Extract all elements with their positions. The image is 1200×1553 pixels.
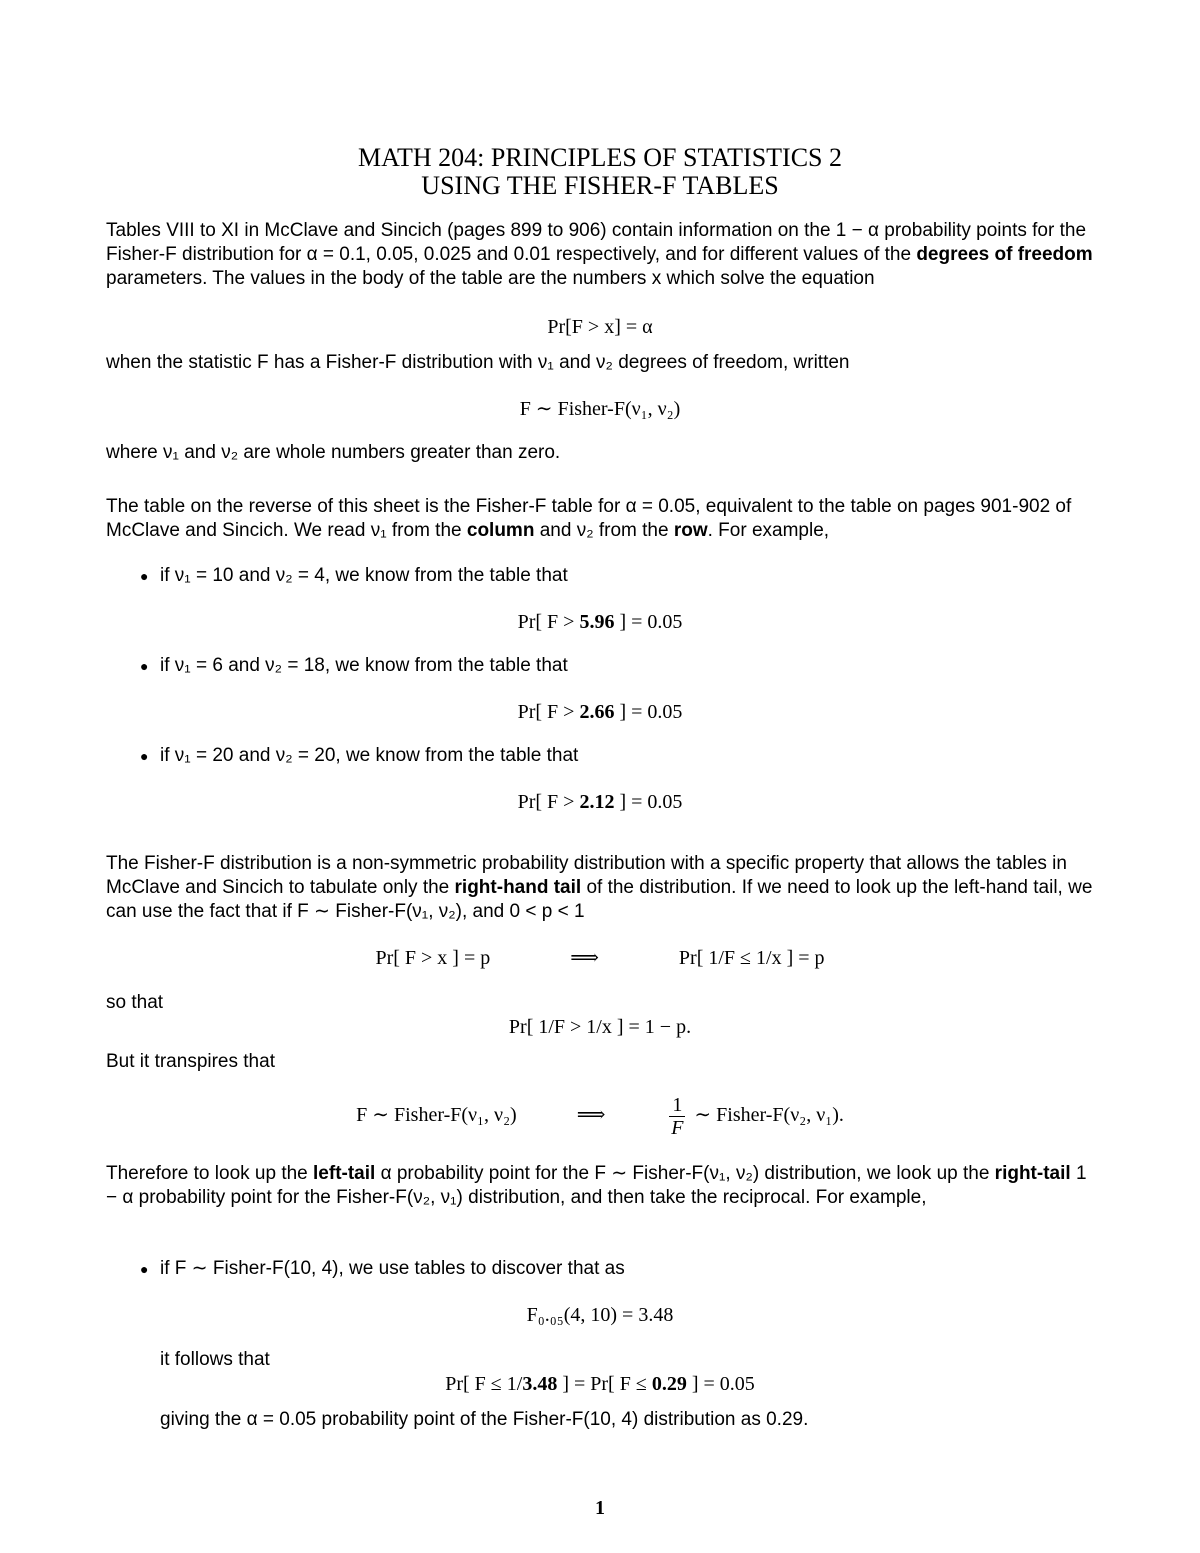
eq-part: Pr[ F > [517, 791, 580, 813]
page-number: 1 [595, 1497, 605, 1519]
example-4-conclusion: giving the α = 0.05 probability point of the Fisher-F(10, 4) distribution as 0.29. [160, 1409, 809, 1430]
intro-text-2: parameters. The values in the body of the table are the numbers x which solve the equation [106, 268, 875, 289]
example-4-equation-f: F₀.₀₅(4, 10) = 3.48 [526, 1304, 674, 1326]
example-4-text: if F ∼ Fisher-F(10, 4), we use tables to discover that as [160, 1258, 625, 1279]
example-4-follows: it follows that [160, 1349, 270, 1370]
para4-text-1: The table on the reverse of this sheet is the Fisher-F table for α = 0.05, equivalent to the table on pages 901-902 of McClave and Sincich. We read ν₁ from the [106, 496, 1072, 541]
para4-text-3: . For example, [707, 520, 830, 541]
eq5-left: F ∼ Fisher-F(ν₁, ν₂) [356, 1104, 517, 1127]
paragraph-left-tail [106, 1162, 1096, 1210]
para5-bold: right-hand tail [454, 877, 582, 898]
implies-arrow-icon: ⟹ [576, 1104, 606, 1127]
para7-bold-right-tail: right-tail [994, 1163, 1071, 1184]
bullet-icon: ● [140, 658, 149, 674]
example-2-text: if ν₁ = 6 and ν₂ = 18, we know from the table that [160, 655, 568, 676]
document-subtitle: USING THE FISHER-F TABLES [421, 171, 779, 200]
eq-part: ] = 0.05 [614, 611, 683, 633]
para7-text-3: 1 − α probability point for the Fisher-F(ν₂, ν₁) distribution, and then take the reciprocal. For example, [106, 1163, 1087, 1208]
fraction-numerator: 1 [669, 1094, 685, 1117]
eq-bold-value: 3.48 [522, 1373, 558, 1395]
bullet-icon: ● [140, 1261, 149, 1277]
eq5-right: ∼ Fisher-F(ν₂, ν₁). [694, 1104, 844, 1127]
example-1-equation [0, 610, 1200, 634]
equation-implication [0, 946, 1200, 970]
para4-text-2: and ν₂ from the [534, 520, 674, 541]
eq-bold-value: 5.96 [579, 611, 615, 633]
eq-bold-value: 2.12 [579, 791, 615, 813]
para7-text-1: Therefore to look up the [106, 1163, 314, 1184]
para5-text-1: The Fisher-F distribution is a non-symmetric probability distribution with a specific property that allows the tables in McClave and Sincich to tabulate only the [106, 853, 1067, 898]
eq-bold-value: 0.29 [651, 1373, 687, 1395]
paragraph-transpires: But it transpires that [106, 1051, 275, 1072]
paragraph-statistic: when the statistic F has a Fisher-F distribution with ν₁ and ν₂ degrees of freedom, written [106, 352, 850, 373]
example-4-equation-result [0, 1372, 1200, 1396]
implies-arrow-icon: ⟹ [570, 947, 599, 969]
eq-part: ] = 0.05 [686, 1373, 755, 1395]
eq-part: ] = 0.05 [614, 791, 683, 813]
fraction-denominator: F [671, 1117, 684, 1139]
example-1-text: if ν₁ = 10 and ν₂ = 4, we know from the table that [160, 565, 568, 586]
bullet-icon: ● [140, 748, 149, 764]
para7-bold-left-tail: left-tail [313, 1163, 376, 1184]
intro-text-1: Tables VIII to XI in McClave and Sincich (pages 899 to 906) contain information on the 1 − α probability points for the Fisher-F distribution for α = 0.1, 0.05, 0.025 and 0.01 respectively, and for different values of the [106, 220, 1087, 265]
fraction-one-over-f [669, 1094, 685, 1139]
eq-part: Pr[ F ≤ 1/ [445, 1373, 523, 1395]
para4-bold-column: column [466, 520, 535, 541]
para5-text-2: of the distribution. If we need to look up the left-hand tail, we can use the fact that if F ∼ Fisher-F(ν₁, ν₂), and 0 < p < 1 [106, 877, 1093, 922]
document-title: MATH 204: PRINCIPLES OF STATISTICS 2 [357, 143, 843, 172]
paragraph-whole-numbers: where ν₁ and ν₂ are whole numbers greater than zero. [106, 442, 561, 463]
eq-part: Pr[ F > [517, 701, 580, 723]
equation-complement: Pr[ 1/F > 1/x ] = 1 − p. [508, 1016, 692, 1038]
intro-bold: degrees of freedom [916, 244, 1093, 265]
eq-part: Pr[ F > [517, 611, 580, 633]
eq3-right: Pr[ 1/F ≤ 1/x ] = p [678, 947, 825, 969]
equation-f-distribution: F ∼ Fisher-F(ν₁, ν₂) [519, 398, 681, 420]
bullet-icon: ● [140, 568, 149, 584]
intro-paragraph [106, 219, 1096, 291]
eq-part: ] = Pr[ F ≤ [557, 1373, 652, 1395]
eq-part: ] = 0.05 [614, 701, 683, 723]
equation-reciprocal [0, 1094, 1200, 1139]
paragraph-non-symmetric [106, 852, 1096, 924]
eq3-left: Pr[ F > x ] = p [375, 947, 491, 969]
paragraph-table-reverse [106, 495, 1096, 543]
so-that-text: so that [106, 992, 164, 1013]
eq-bold-value: 2.66 [579, 701, 615, 723]
example-2-equation [0, 700, 1200, 724]
para7-text-2: α probability point for the F ∼ Fisher-F(ν₁, ν₂) distribution, we look up the [375, 1163, 995, 1184]
para4-bold-row: row [673, 520, 708, 541]
equation-pr-f-alpha: Pr[F > x] = α [547, 316, 653, 338]
example-3-text: if ν₁ = 20 and ν₂ = 20, we know from the table that [160, 745, 579, 766]
example-3-equation [0, 790, 1200, 814]
